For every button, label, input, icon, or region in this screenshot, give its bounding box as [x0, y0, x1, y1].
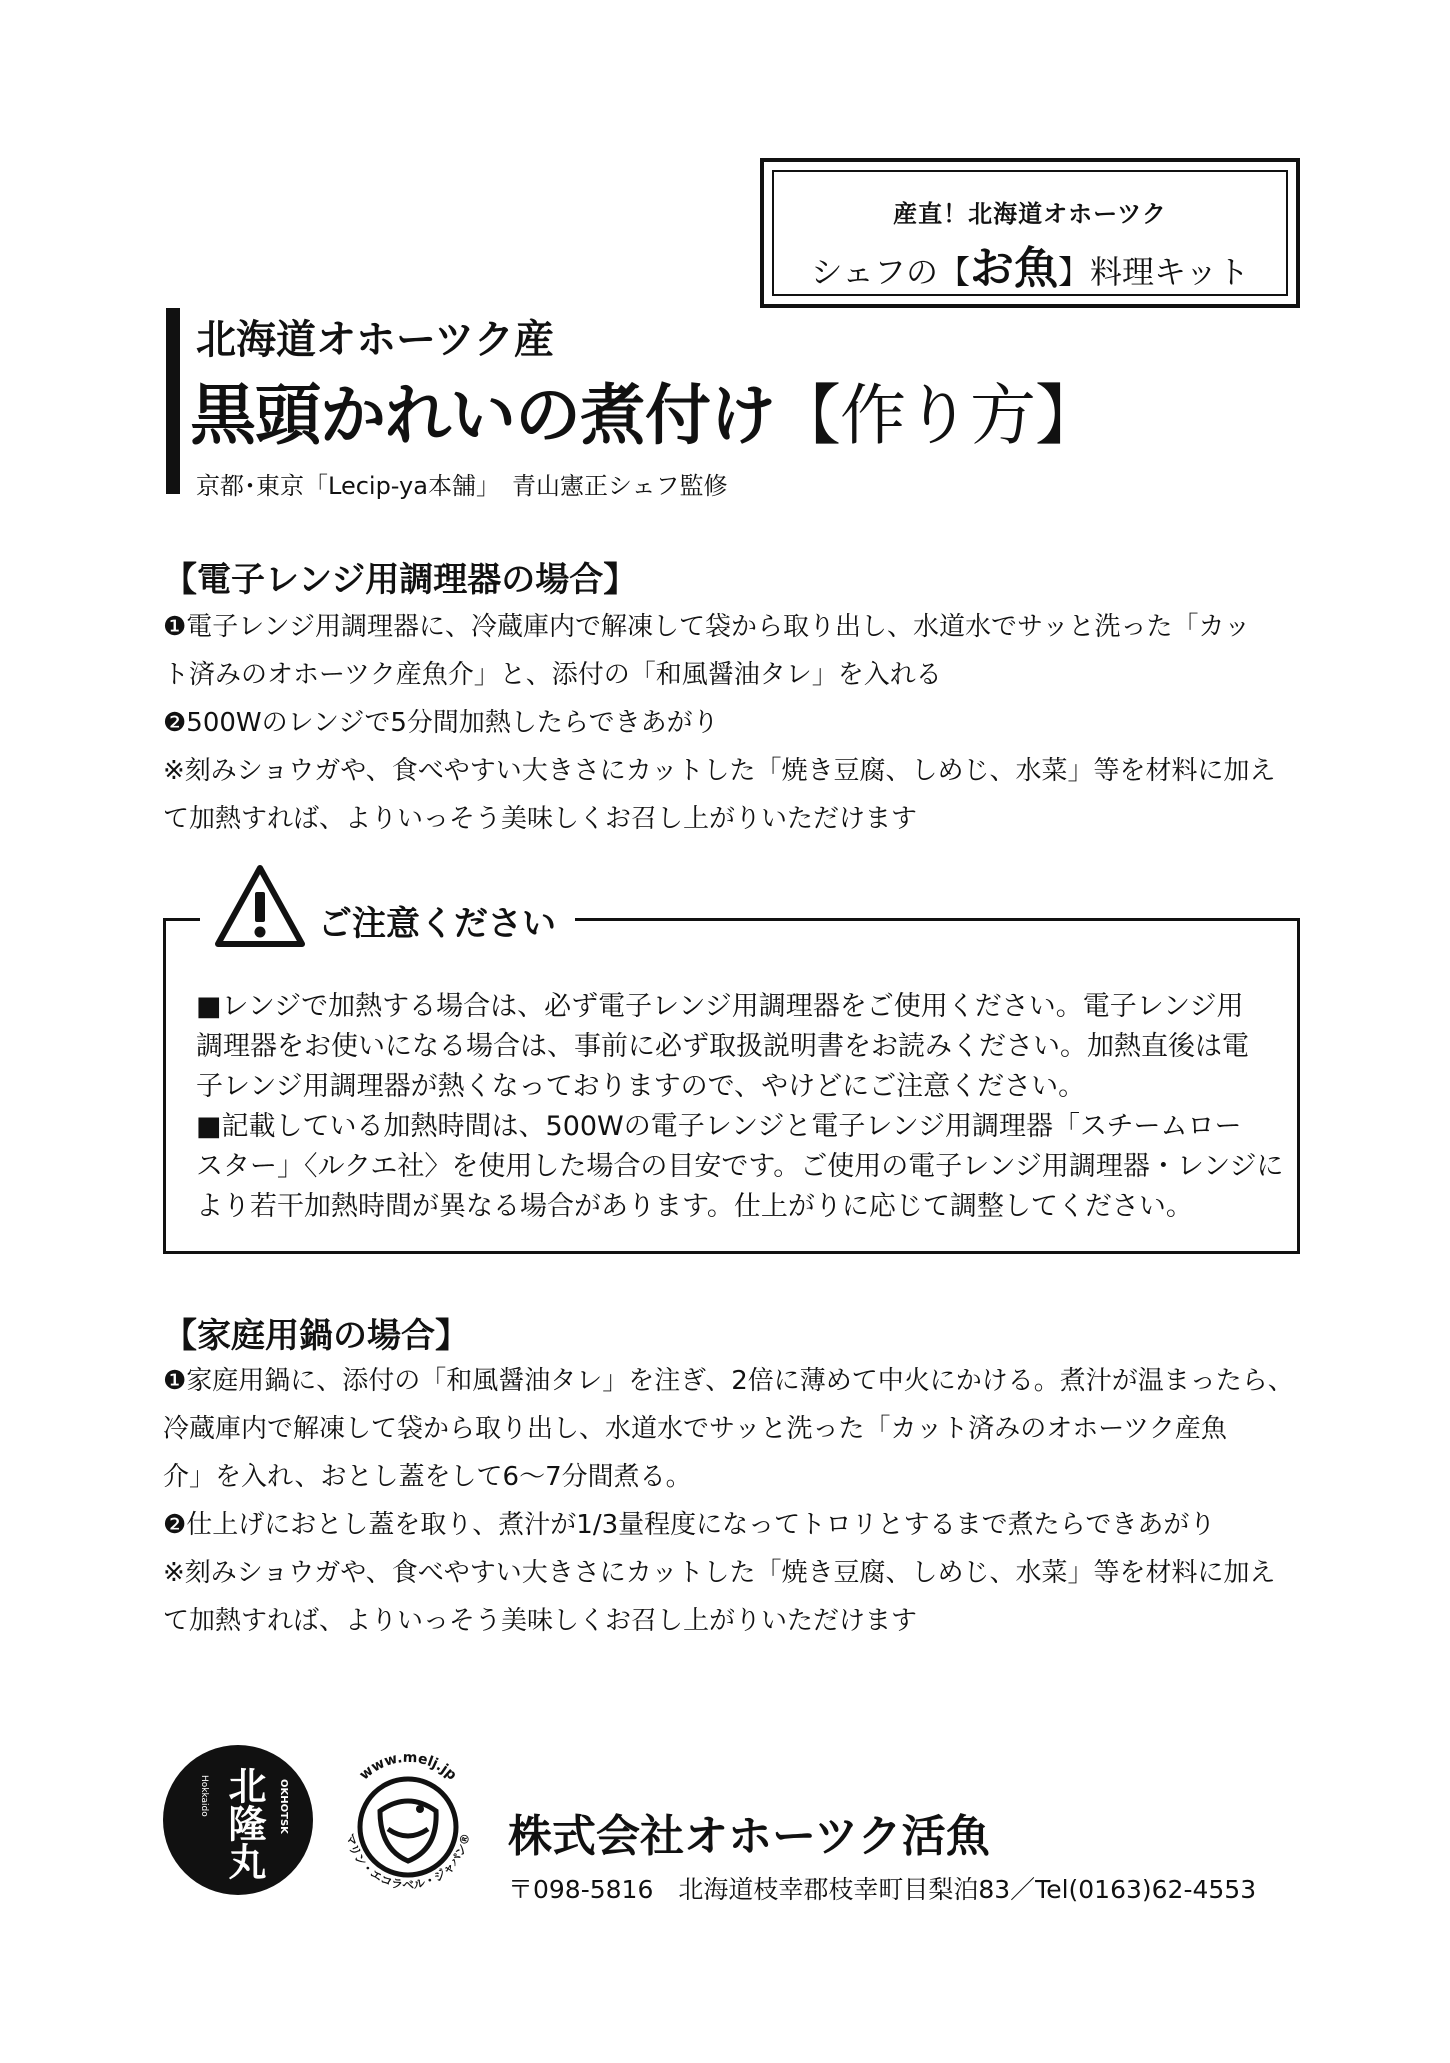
pot-line: ※刻みショウガや、食べやすい大きさにカットした「焼き豆腐、しめじ、水菜」等を材料に加え [163, 1558, 1276, 1588]
page-title-bracket: 【作り方】 [775, 377, 1100, 454]
hokuryumaru-logo-text: 北隆丸 [222, 1766, 267, 1880]
kit-badge-prefix: シェフの【 [810, 253, 970, 291]
caution-line: スター」〈ルクエ社〉を使用した場合の目安です。ご使用の電子レンジ用調理器・レンジに [196, 1151, 1284, 1182]
marine-eco-label-arc: マリン・エコラベル・ジャパン® [343, 1831, 473, 1893]
hokuryumaru-logo-okhotsk: OKHOTSK [278, 1779, 289, 1834]
supervisor-credit: 京都･東京「Lecip-ya本舗」 青山憲正シェフ監修 [196, 472, 728, 500]
microwave-line: ※刻みショウガや、食べやすい大きさにカットした「焼き豆腐、しめじ、水菜」等を材料に加え [163, 756, 1276, 786]
pot-line: て加熱すれば、よりいっそう美味しくお召し上がりいただけます [163, 1606, 918, 1636]
company-address: 〒098-5816 北海道枝幸郡枝幸町目梨泊83／Tel(0163)62-4553 [508, 1875, 1257, 1904]
caution-line: より若干加熱時間が異なる場合があります。仕上がりに応じて調整してください。 [196, 1191, 1193, 1222]
microwave-line: て加熱すれば、よりいっそう美味しくお召し上がりいただけます [163, 804, 918, 834]
microwave-heading: 【電子レンジ用調理器の場合】 [163, 560, 638, 600]
microwave-line: ❷500Wのレンジで5分間加熱したらできあがり [163, 708, 719, 738]
pot-line: ❶家庭用鍋に、添付の「和風醤油タレ」を注ぎ、2倍に薄めて中火にかける。煮汁が温まったら、 [163, 1366, 1294, 1396]
pot-heading: 【家庭用鍋の場合】 [163, 1316, 469, 1356]
hokuryumaru-logo [163, 1745, 313, 1895]
microwave-line: ト済みのオホーツク産魚介」と、添付の「和風醤油タレ」を入れる [163, 660, 942, 690]
pot-line: 冷蔵庫内で解凍して袋から取り出し、水道水でサッと洗った「カット済みのオホーツク産魚 [163, 1414, 1227, 1444]
kit-badge-inner-border [772, 170, 1288, 296]
microwave-line: ❶電子レンジ用調理器に、冷蔵庫内で解凍して袋から取り出し、水道水でサッと洗った「カッ [163, 612, 1251, 642]
kit-badge-line2 [774, 232, 1286, 296]
warning-icon [212, 860, 308, 952]
kit-badge-line1: 産直！北海道オホーツク [893, 200, 1167, 228]
page-title [190, 362, 1100, 457]
caution-line: ■レンジで加熱する場合は、必ず電子レンジ用調理器をご使用ください。電子レンジ用 [196, 991, 1244, 1022]
title-accent-bar [166, 308, 180, 494]
hokuryumaru-logo-sub: Hokkaido [199, 1775, 209, 1817]
kit-badge-osakana: お魚 [970, 243, 1058, 294]
page-title-main: 黒頭かれいの煮付け [190, 377, 775, 454]
kit-badge-suffix: 】料理キット [1058, 253, 1250, 291]
company-name: 株式会社オホーツク活魚 [508, 1811, 990, 1862]
page-subtitle: 北海道オホーツク産 [196, 317, 554, 363]
pot-line: ❷仕上げにおとし蓋を取り、煮汁が1/3量程度になってトロリとするまで煮たらできあがり [163, 1510, 1216, 1540]
marine-eco-label-logo [328, 1727, 488, 1902]
caution-line: ■記載している加熱時間は、500Wの電子レンジと電子レンジ用調理器「スチームロー [196, 1111, 1242, 1142]
caution-line: 子レンジ用調理器が熱くなっておりますので、やけどにご注意ください。 [196, 1071, 1086, 1102]
caution-line: 調理器をお使いになる場合は、事前に必ず取扱説明書をお読みください。加熱直後は電 [196, 1031, 1249, 1062]
kit-badge [760, 158, 1300, 308]
pot-line: 介」を入れ、おとし蓋をして6〜7分間煮る。 [163, 1462, 692, 1492]
marine-eco-label-url: www.melj.jp [356, 1749, 460, 1784]
caution-title: ご注意ください [318, 904, 556, 944]
